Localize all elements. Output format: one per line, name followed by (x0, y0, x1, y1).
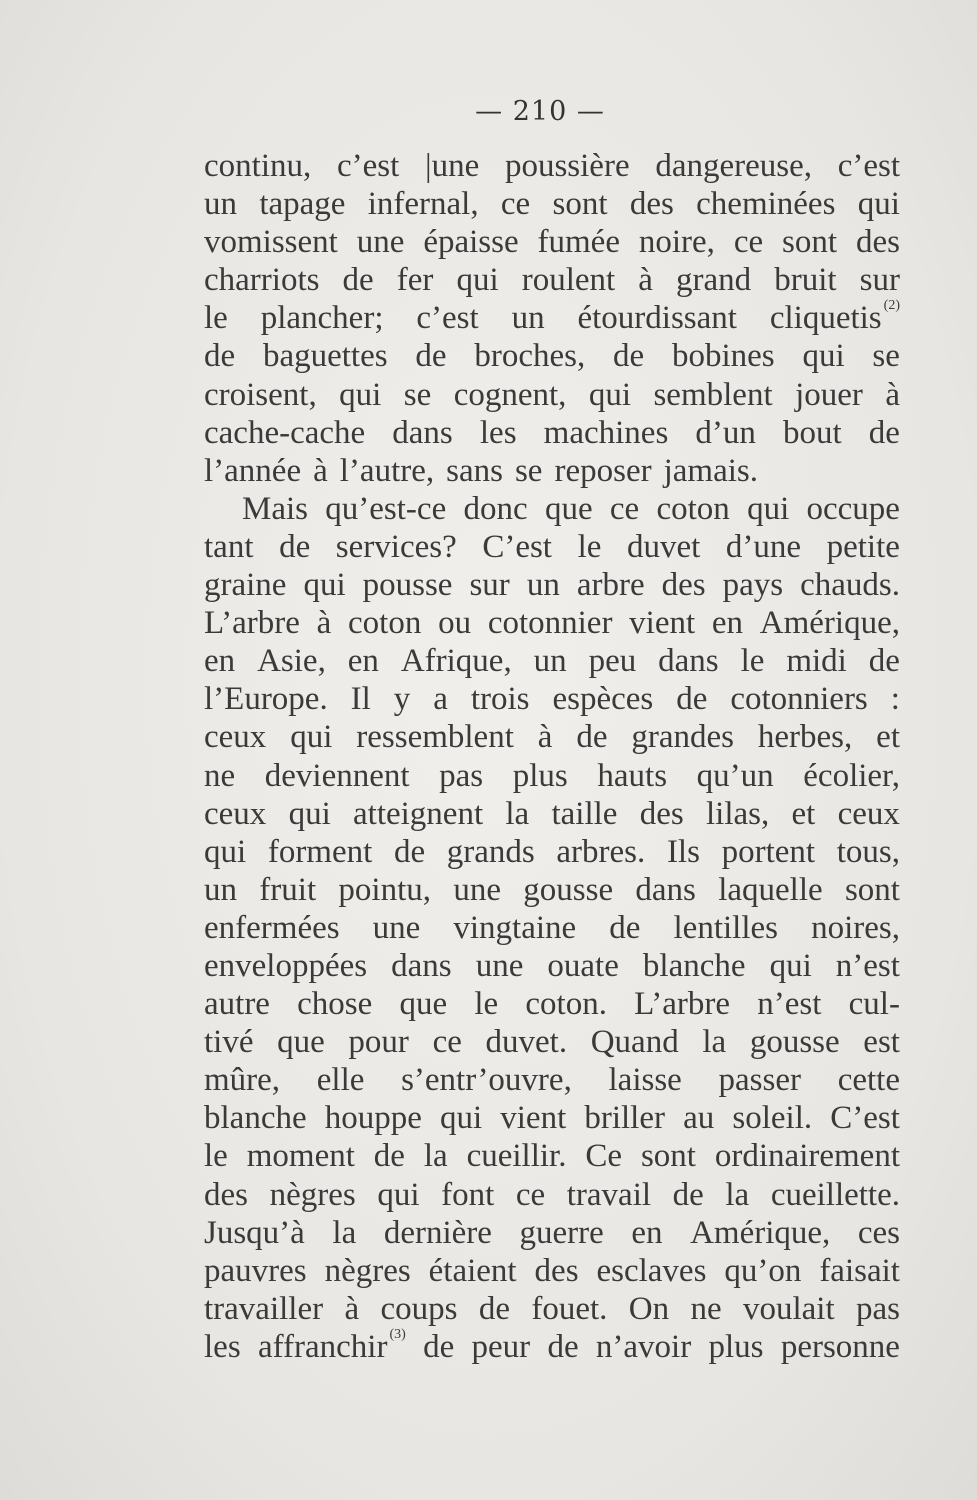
word: s’entr’ouvre, (401, 1062, 572, 1099)
word: plus (512, 757, 568, 794)
word: affranchir $^{(3)}$ (257, 1326, 406, 1365)
word: espèces (552, 681, 654, 718)
word: faisait (819, 1252, 900, 1289)
word: qui (439, 1100, 483, 1137)
word: coton (656, 490, 730, 527)
word: nègres (269, 1176, 356, 1213)
word: Jusqu’à (204, 1214, 305, 1251)
word: grand (676, 262, 752, 299)
word: à (316, 605, 332, 642)
word: étaient (428, 1252, 517, 1289)
text-line (204, 452, 900, 490)
word: sur (469, 567, 510, 604)
word: de (609, 909, 641, 946)
word: reposer (554, 452, 652, 489)
word: font (441, 1176, 495, 1213)
text-line (204, 1061, 900, 1099)
word: Asie, (257, 643, 326, 680)
text-line (204, 1137, 900, 1175)
word: hauts (597, 757, 668, 794)
text-line (204, 1252, 900, 1290)
word: forment (267, 833, 373, 870)
word: cache-cache (204, 414, 366, 451)
word: le (740, 643, 765, 680)
word: qui (377, 1176, 420, 1213)
word: n’avoir (595, 1328, 692, 1365)
word: sur (859, 262, 900, 299)
word: cotonniers (730, 681, 868, 718)
word: épaisse (423, 224, 519, 261)
word: de (415, 338, 447, 375)
word: la (702, 1024, 727, 1061)
text-line (204, 947, 900, 985)
word: bobines (671, 338, 775, 375)
word: des (855, 224, 900, 261)
word: des (629, 186, 674, 223)
word: une (475, 947, 524, 984)
word: bruit (774, 262, 837, 299)
text-line (204, 757, 900, 795)
text-line (204, 261, 900, 299)
word: bout (783, 414, 842, 451)
word: cette (837, 1062, 900, 1099)
word: les (204, 1328, 241, 1365)
word: l’autre, (339, 452, 435, 489)
word: pays (722, 567, 784, 604)
text-line (204, 147, 900, 185)
word: en (347, 643, 379, 680)
text-line (204, 414, 900, 452)
word: à (344, 1290, 360, 1327)
word: c’est (336, 148, 400, 184)
word: ce (500, 186, 531, 223)
word: de (393, 833, 426, 870)
word: la (725, 1176, 750, 1213)
word: de (478, 1290, 510, 1327)
word: ouate (547, 947, 619, 984)
text-line (204, 909, 900, 947)
word: cliquetis $^{(2)}$ (769, 298, 900, 337)
text-line (204, 223, 900, 261)
word: ce (609, 490, 640, 527)
word: qui (204, 833, 247, 870)
word: cueillette. (770, 1176, 900, 1213)
word: voulait (742, 1290, 835, 1327)
word: de (423, 1328, 455, 1365)
word: graine (204, 567, 287, 604)
word: personne (780, 1328, 900, 1365)
word: sont (640, 1138, 696, 1175)
word: arbres. (556, 833, 646, 870)
page-number: — 210 — (475, 96, 605, 127)
word: sont (844, 871, 900, 908)
word: de (547, 1328, 579, 1365)
word: cueillir. (466, 1138, 567, 1175)
word: d’une (725, 528, 802, 565)
word: Mais (242, 490, 308, 527)
word: écolier, (803, 757, 900, 794)
word: grands (446, 833, 535, 870)
word: herbes, (757, 719, 853, 756)
word: étourdissant (577, 300, 737, 337)
word: mûre, (204, 1062, 281, 1099)
word: coton (348, 605, 422, 642)
word: qu’un (696, 757, 774, 794)
word: trois (470, 681, 530, 718)
word: petite (826, 528, 900, 565)
word: jamais. (663, 452, 758, 489)
text-line (204, 1023, 900, 1061)
word: à (537, 719, 553, 756)
word: ressemblent (356, 719, 514, 756)
word: cognent, (453, 376, 567, 413)
text-line (204, 604, 900, 642)
word: et (876, 719, 900, 756)
word: la (332, 1214, 357, 1251)
word: duvet. (485, 1024, 568, 1061)
word: vient (500, 1100, 567, 1137)
word: le (204, 1138, 228, 1175)
word: portent (721, 833, 816, 870)
word: cheminées (696, 186, 836, 223)
word: autre (204, 986, 270, 1023)
word: fer (396, 262, 434, 299)
word: peu (588, 643, 637, 680)
word: plus (708, 1328, 764, 1365)
word: blanche (642, 947, 746, 984)
word: chose (297, 986, 373, 1023)
word: qui (769, 947, 812, 984)
word: travailler (204, 1290, 324, 1327)
text-line (204, 795, 900, 833)
word: gousse (749, 1024, 840, 1061)
word: que (277, 1024, 325, 1061)
word: de (676, 681, 708, 718)
word: Quand (590, 1024, 679, 1061)
word: cul- (848, 986, 900, 1023)
word: ordinairement (714, 1138, 900, 1175)
word: dernière (383, 1214, 492, 1251)
text-line (204, 566, 900, 604)
word: ce (733, 224, 764, 261)
word: Ils (666, 833, 700, 870)
text-line (204, 528, 900, 566)
word: travail (566, 1176, 652, 1213)
word: duvet (626, 528, 701, 565)
word: sans (446, 452, 503, 489)
text-line (204, 337, 900, 375)
word: Afrique, (400, 643, 512, 680)
word: dans (392, 414, 453, 451)
word: peur (471, 1328, 531, 1365)
word: l’année (204, 452, 302, 489)
word: ceux (837, 795, 900, 832)
word: dans (391, 947, 452, 984)
word: n’est (835, 947, 900, 984)
word: coups (380, 1290, 458, 1327)
word: des (639, 795, 684, 832)
word: vingtaine (453, 909, 577, 946)
word: qui (456, 262, 499, 299)
word: deviennent (264, 757, 410, 794)
word: un (526, 567, 560, 604)
word: a (433, 681, 448, 718)
word: gousse (523, 871, 614, 908)
word: la (423, 1138, 448, 1175)
word: en (711, 605, 744, 642)
word: de (576, 719, 608, 756)
word: qui (588, 376, 632, 413)
word: continu, (204, 148, 312, 184)
word: taille (551, 795, 618, 832)
text-line (204, 871, 900, 909)
word: ceux (204, 795, 267, 832)
text-line (204, 1176, 900, 1214)
word: à (638, 262, 653, 299)
word: donc (463, 490, 528, 527)
word: vomissent (204, 224, 338, 261)
word: L’arbre (634, 986, 731, 1023)
word: nègres (324, 1252, 411, 1289)
text-line (204, 1290, 900, 1328)
text-line (204, 680, 900, 718)
word: enveloppées (204, 947, 368, 984)
word: atteignent (353, 795, 484, 832)
word: |une (424, 148, 480, 184)
word: pauvres (204, 1252, 307, 1289)
word: tapage (259, 186, 346, 223)
word: ceux (204, 719, 267, 756)
word: une (372, 909, 421, 946)
word: ou (438, 605, 472, 642)
word: que (544, 490, 593, 527)
word: Amérique, (759, 605, 900, 642)
word: c’est (837, 148, 900, 184)
word: le (474, 986, 499, 1023)
word: lentilles (673, 909, 778, 946)
word: la (505, 795, 530, 832)
word: L’arbre (204, 605, 300, 642)
word: moment (246, 1138, 355, 1175)
word: qui (288, 795, 331, 832)
word: grandes (631, 719, 734, 756)
word: houppe (324, 1100, 422, 1137)
word: passer (718, 1062, 801, 1099)
word: sont (552, 186, 608, 223)
word: vient (629, 605, 696, 642)
word: que (399, 986, 448, 1023)
word: qui (339, 376, 382, 413)
word: de (613, 338, 645, 375)
word: baguettes (262, 338, 388, 375)
word: c’est (416, 300, 479, 337)
word: dans (635, 871, 696, 908)
word: de (373, 1138, 405, 1175)
text-line (204, 833, 900, 871)
word: ce (432, 1024, 462, 1061)
text-line (204, 1328, 900, 1366)
word: pas (856, 1290, 900, 1327)
word: est (863, 1024, 900, 1061)
word: qui (290, 719, 333, 756)
word: noire, (638, 224, 715, 261)
word: de (204, 338, 236, 375)
word: : (890, 681, 900, 718)
footnote-reference: (2) (883, 298, 900, 314)
word: qu’on (724, 1252, 802, 1289)
word: se (403, 376, 432, 413)
word: blanche (204, 1100, 307, 1137)
word: un (511, 300, 545, 337)
footnote-reference: (3) (389, 1326, 406, 1342)
word: briller (584, 1100, 665, 1137)
text-line (204, 718, 900, 756)
word: plancher; (260, 300, 384, 337)
text-line (204, 985, 900, 1023)
word: se (872, 338, 900, 375)
word: noires, (811, 909, 900, 946)
word: elle (316, 1062, 365, 1099)
word: n’est (757, 986, 822, 1023)
word: guerre (519, 1214, 604, 1251)
word: poussière (504, 148, 630, 184)
word: dangereuse, (655, 148, 812, 184)
word: pointu, (338, 871, 432, 908)
word: esclaves (596, 1252, 707, 1289)
word: de (279, 528, 311, 565)
word: soleil. (732, 1100, 813, 1137)
word: services? (335, 528, 457, 565)
word: pousse (362, 567, 453, 604)
word: une (356, 224, 405, 261)
word: tant (204, 528, 254, 565)
word: qui (857, 186, 900, 223)
word: broches, (474, 338, 586, 375)
word: tivé (204, 1024, 254, 1061)
text-line (204, 185, 900, 223)
word: y (393, 681, 411, 718)
word: d’un (695, 414, 756, 451)
word: se (514, 452, 543, 489)
word: une (453, 871, 501, 908)
word: C’est (830, 1100, 900, 1137)
word: enfermées (204, 909, 340, 946)
word: charriots (204, 262, 320, 299)
word: laisse (608, 1062, 682, 1099)
word: qu’est-ce (325, 490, 447, 527)
word: jouer (795, 376, 863, 413)
word: un (204, 871, 237, 908)
word: roulent (521, 262, 616, 299)
word: occupe (806, 490, 900, 527)
word: et (791, 795, 816, 832)
word: cotonnier (487, 605, 613, 642)
word: de (672, 1176, 704, 1213)
word: à (885, 376, 900, 413)
body-text (204, 147, 900, 1366)
word: un (204, 186, 237, 223)
word: pour (348, 1024, 409, 1061)
text-line (204, 299, 900, 337)
word: à (313, 452, 328, 489)
word: Il (350, 681, 371, 718)
word: lilas, (705, 795, 770, 832)
word: des (534, 1252, 579, 1289)
word: arbre (576, 567, 645, 604)
text-line (204, 376, 900, 414)
word: semblent (653, 376, 773, 413)
word: qui (747, 490, 790, 527)
word: fouet. (531, 1290, 608, 1327)
word: midi (786, 643, 847, 680)
word: les (479, 414, 517, 451)
word: coton. (525, 986, 607, 1023)
text-line (204, 1214, 900, 1252)
word: Ce (585, 1138, 623, 1175)
word: ce (515, 1176, 546, 1213)
word: tous, (836, 833, 900, 870)
word: de (868, 643, 900, 680)
word: fumée (537, 224, 620, 261)
word: sont (782, 224, 838, 261)
word: infernal, (367, 186, 479, 223)
text-line (204, 642, 900, 680)
word: qui (802, 338, 845, 375)
word: pas (439, 757, 484, 794)
word: machines (543, 414, 669, 451)
word: dans (658, 643, 719, 680)
word: laquelle (718, 871, 823, 908)
word: au (683, 1100, 715, 1137)
word: un (533, 643, 567, 680)
word: fruit (259, 871, 317, 908)
word: Amérique, (690, 1214, 831, 1251)
text-line (204, 1099, 900, 1137)
word: croisent, (204, 376, 317, 413)
word: C’est (482, 528, 552, 565)
word: des (661, 567, 706, 604)
word: de (342, 262, 374, 299)
text-line (204, 490, 900, 528)
word: qui (303, 567, 346, 604)
word: ne (690, 1290, 722, 1327)
word: chauds. (800, 567, 900, 604)
word: en (631, 1214, 663, 1251)
word: On (628, 1290, 670, 1327)
word: l’Europe. (204, 681, 328, 718)
word: de (868, 414, 900, 451)
word: des (204, 1176, 248, 1213)
word: ne (204, 757, 236, 794)
word: ces (857, 1214, 900, 1251)
word: le (204, 300, 228, 337)
word: le (577, 528, 602, 565)
word: en (204, 643, 236, 680)
